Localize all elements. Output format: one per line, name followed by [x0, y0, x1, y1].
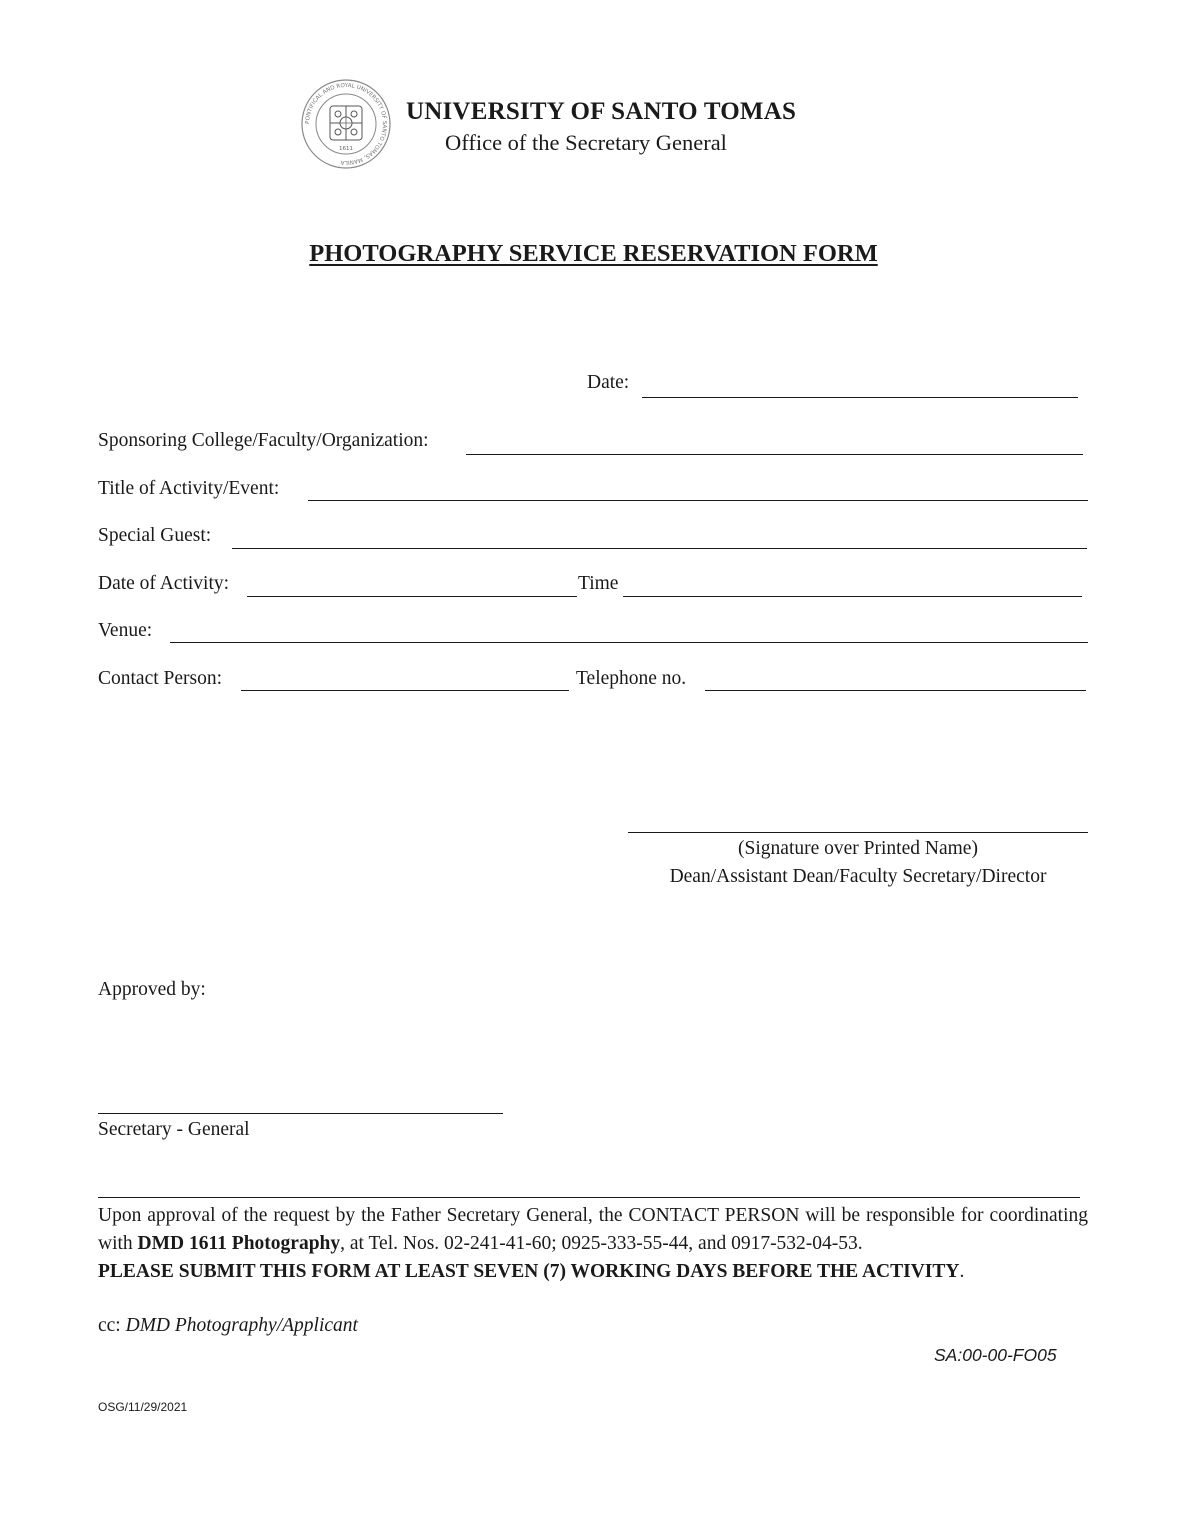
form-title: PHOTOGRAPHY SERVICE RESERVATION FORM	[309, 240, 878, 267]
special-guest-label: Special Guest:	[98, 525, 212, 546]
cc-recipients: DMD Photography/Applicant	[125, 1315, 358, 1336]
university-seal	[300, 78, 392, 170]
submission-warning: PLEASE SUBMIT THIS FORM AT LEAST SEVEN (7) WORKING DAYS BEFORE THE ACTIVITY	[98, 1261, 960, 1282]
section-divider	[98, 1197, 1080, 1198]
form-code: SA:00-00-FO05	[934, 1345, 1057, 1365]
note-text-part2: , at Tel. Nos. 02-241-41-60; 0925-333-55-44, and 0917-532-04-53.	[340, 1233, 863, 1254]
signature-line[interactable]	[628, 832, 1088, 833]
office-name: Office of the Secretary General	[445, 130, 727, 155]
date-label: Date:	[587, 372, 630, 393]
venue-label: Venue:	[98, 620, 153, 641]
approval-signature-line[interactable]	[98, 1113, 503, 1114]
cc-line	[98, 1315, 358, 1337]
time-input-line[interactable]	[623, 596, 1082, 597]
instructions-note	[98, 1202, 1088, 1286]
telephone-label: Telephone no.	[576, 668, 687, 689]
telephone-input-line[interactable]	[705, 690, 1086, 691]
signature-role: Dean/Assistant Dean/Faculty Secretary/Director	[669, 866, 1047, 887]
seal-ring-text: PONTIFICAL AND ROYAL UNIVERSITY OF SANTO TOMAS, MANILA	[304, 82, 388, 166]
sponsor-input-line[interactable]	[466, 454, 1083, 455]
sponsor-label: Sponsoring College/Faculty/Organization:	[98, 430, 429, 451]
signature-caption: (Signature over Printed Name)	[738, 838, 978, 859]
secretary-general-label: Secretary - General	[98, 1119, 250, 1140]
contact-person-label: Contact Person:	[98, 668, 223, 689]
date-input-line[interactable]	[642, 397, 1078, 398]
activity-date-input-line[interactable]	[247, 596, 577, 597]
activity-title-label: Title of Activity/Event:	[98, 478, 280, 499]
special-guest-input-line[interactable]	[232, 548, 1087, 549]
note-text-part1: Upon approval of the request by the Father Secretary General, the CONTACT PERSON will be responsible for coordinating with	[98, 1205, 1088, 1254]
warning-period: .	[959, 1261, 965, 1282]
activity-title-input-line[interactable]	[308, 500, 1088, 501]
time-label: Time	[578, 573, 619, 594]
university-name: UNIVERSITY OF SANTO TOMAS	[406, 98, 797, 125]
venue-input-line[interactable]	[170, 642, 1088, 643]
approved-by-label: Approved by:	[98, 979, 206, 1000]
footer-code: OSG/11/29/2021	[98, 1400, 188, 1414]
note-photography-name: DMD 1611 Photography	[137, 1233, 341, 1254]
seal-year: 1611	[339, 146, 353, 152]
activity-date-label: Date of Activity:	[98, 573, 230, 594]
contact-person-input-line[interactable]	[241, 690, 569, 691]
cc-label: cc:	[98, 1315, 121, 1336]
